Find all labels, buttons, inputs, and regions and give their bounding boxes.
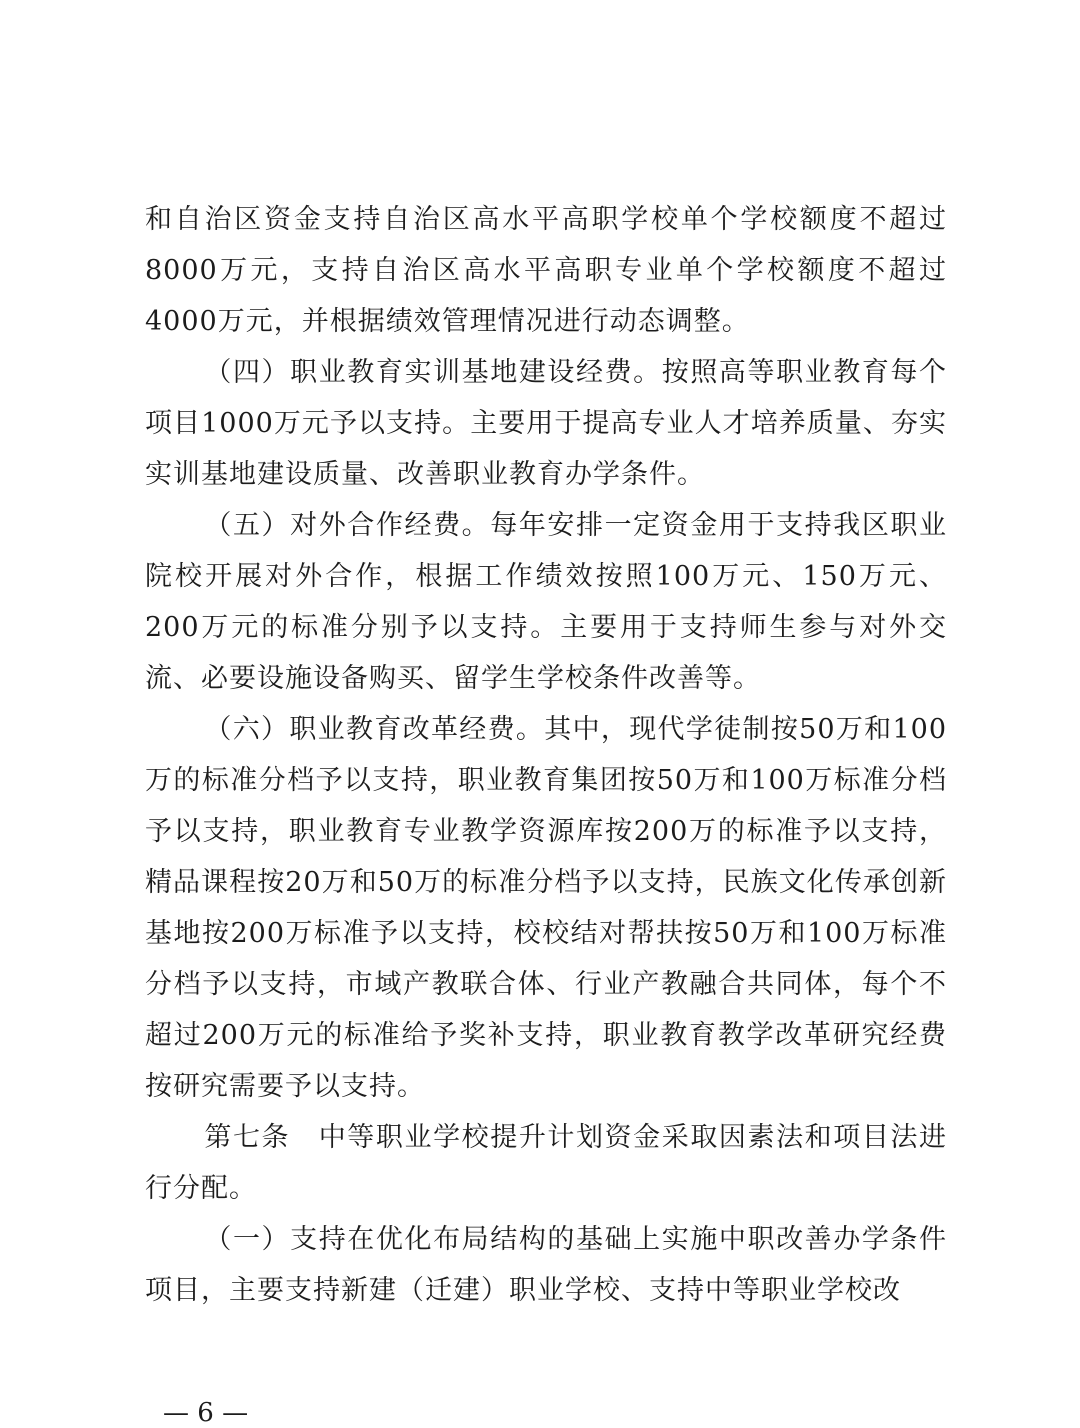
paragraph-article-seven: 第七条 中等职业学校提升计划资金采取因素法和项目法进行分配。	[145, 1122, 947, 1204]
paragraph-education-reform-funding: （六）职业教育改革经费。其中，现代学徒制按50万和100万的标准分档予以支持，职业教育集团按50万和100万标准分档予以支持，职业教育专业教学资源库按200万的标准予以支持，精品课程按20万和50万的标准分档予以支持，民族文化传承创新基地按200万标准予以支持，校校结对帮扶按50万和100万标准分档予以支持，市域产教联合体、行业产教融合共同体，每个不超过200万元的标准给予奖补支持，职业教育教学改革研究经费按研究需要予以支持。	[145, 714, 947, 1102]
paragraph-external-cooperation-funding: （五）对外合作经费。每年安排一定资金用于支持我区职业院校开展对外合作，根据工作绩效按照100万元、150万元、200万元的标准分别予以支持。主要用于支持师生参与对外交流、必要设施设备购买、留学生学校条件改善等。	[145, 510, 947, 694]
paragraph-continuation: 和自治区资金支持自治区高水平高职学校单个学校额度不超过8000万元，支持自治区高水平高职专业单个学校额度不超过4000万元，并根据绩效管理情况进行动态调整。	[145, 204, 947, 337]
paragraph-training-base-funding: （四）职业教育实训基地建设经费。按照高等职业教育每个项目1000万元予以支持。主要用于提高专业人才培养质量、夯实实训基地建设质量、改善职业教育办学条件。	[145, 357, 947, 490]
page-number: — 6 —	[163, 1398, 249, 1428]
document-body	[145, 194, 947, 1316]
paragraph-article-seven-item-one: （一）支持在优化布局结构的基础上实施中职改善办学条件项目，主要支持新建（迁建）职业学校、支持中等职业学校改	[145, 1224, 947, 1306]
